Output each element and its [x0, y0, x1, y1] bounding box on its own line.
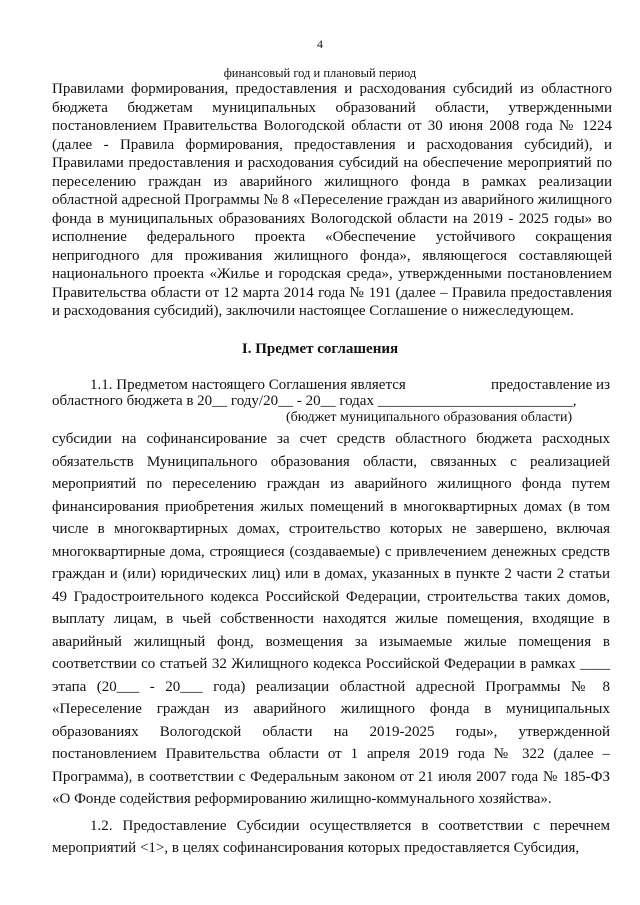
section-title: I. Предмет соглашения: [241, 341, 399, 357]
clause-1-1-line1-left: 1.1. Предметом настоящего Соглашения является: [90, 377, 406, 393]
clause-1-2: 1.2. Предоставление Субсидии осуществляется в соответствии с перечнем мероприятий <1>, в целях софинансирования которых предоставляется Субсидия,: [52, 818, 610, 856]
clause-1-1-body: субсидии на софинансирование за счет средств областного бюджета расходных обязательств Муниципального образования области, связанных с реализацией мероприятий по переселению граждан из аварийного жилищного фонда путем финансирования приобретения жилых помещений в многоквартирных домах (в том числе в многоквартирных домах, строительство которых не завершено, включая многоквартирные дома, строящиеся (создаваемые) с привлечением денежных средств граждан и (или) юридических лиц) или в домах, указанных в пункте 2 части 2 статьи 49 Градостроительного кодекса Российской Федерации, строительства таких домов, выплату лицам, в чьей собственности находятся жилые помещения, входящие в аварийный жилищный фонд, возмещения за изымаемые жилые помещения в соответствии со статьей 32 Жилищного кодекса Российской Федерации в рамках ____ этапа (20___ - 20___ года) реализации областной адресной Программы № 8 «Переселение граждан из аварийного жилищного фонда в муниципальных образованиях Вологодской области на 2019-2025 годы», утвержденной постановлением Правительства области от 1 апреля 2019 года № 322 (далее – Программа), в соответствии с Федеральным законом от 21 июля 2007 года № 185-ФЗ «О Фонде содействия реформированию жилищно-коммунального хозяйства».: [52, 431, 610, 807]
budget-caption: (бюджет муниципального образования области): [286, 410, 573, 425]
clause-1-1-line1-right: предоставление из: [491, 377, 610, 393]
clause-1-1-line1: [52, 377, 610, 394]
page-number: 4: [317, 37, 323, 51]
header-fragment: финансовый год и плановый период: [223, 66, 417, 80]
clause-1-1-line2: областного бюджета в 20__ году/20__ - 20__ годах __________________________,: [52, 393, 577, 409]
intro-paragraph: Правилами формирования, предоставления и расходования субсидий из областного бюджета бюджетам муниципальных образований области, утвержденными постановлением Правительства Вологодской области от 30 июня 2008 года № 1224 (далее - Правила формирования, предоставления и расходования субсидий), и Правилами предоставления и расходования субсидий на обеспечение мероприятий по переселению граждан из аварийного жилищного фонда в рамках реализации областной адресной Программы № 8 «Переселение граждан из аварийного жилищного фонда в муниципальных образованиях Вологодской области на 2019 - 2025 годы» во исполнение федерального проекта «Обеспечение устойчивого сокращения непригодного для проживания жилищного фонда», являющегося составляющей национального проекта «Жилье и городская среда», утвержденными постановлением Правительства области от 12 марта 2014 года № 191 (далее – Правила предоставления и расходования субсидий), заключили настоящее Соглашение о нижеследующем.: [52, 81, 612, 319]
